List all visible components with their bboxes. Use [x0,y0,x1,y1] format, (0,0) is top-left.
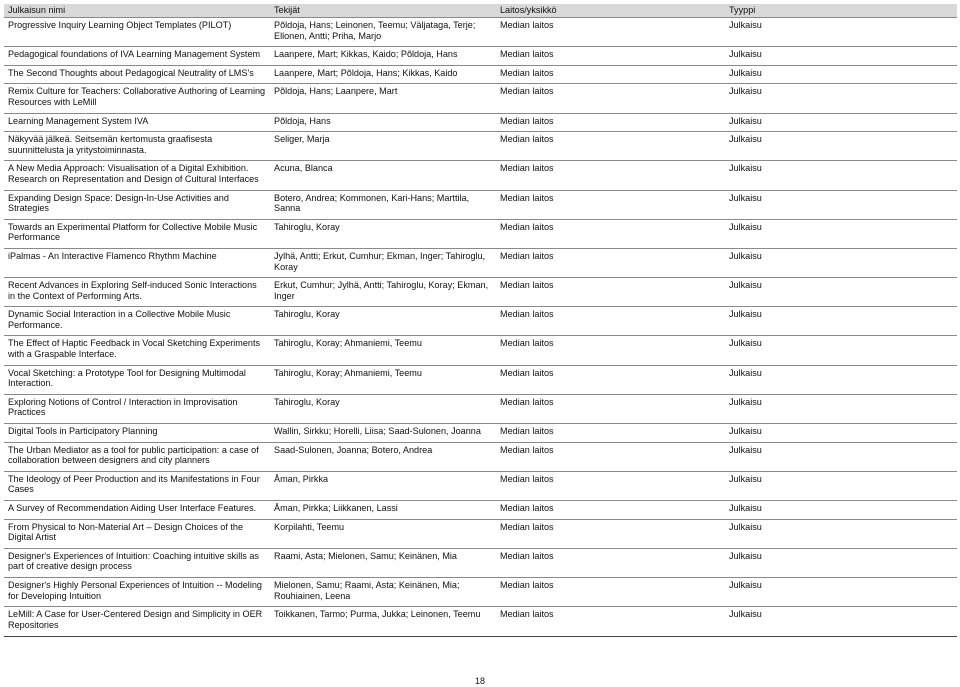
cell-department: Median laitos [496,248,725,277]
cell-department: Median laitos [496,84,725,113]
cell-title: Recent Advances in Exploring Self-induced Sonic Interactions in the Context of Performing Arts. [4,278,270,307]
publications-table [4,4,957,637]
cell-type: Julkaisu [725,278,957,307]
cell-type: Julkaisu [725,424,957,443]
cell-type: Julkaisu [725,18,957,47]
cell-authors: Tahiroglu, Koray [270,219,496,248]
cell-authors: Tahiroglu, Koray; Ahmaniemi, Teemu [270,336,496,365]
cell-type: Julkaisu [725,190,957,219]
cell-department: Median laitos [496,442,725,471]
cell-department: Median laitos [496,65,725,84]
table-row [4,47,957,66]
cell-title: Digital Tools in Participatory Planning [4,424,270,443]
cell-type: Julkaisu [725,548,957,577]
table-row [4,161,957,190]
cell-title: The Urban Mediator as a tool for public participation: a case of collaboration between designers and city planners [4,442,270,471]
cell-title: The Second Thoughts about Pedagogical Neutrality of LMS's [4,65,270,84]
table-row [4,18,957,47]
cell-type: Julkaisu [725,501,957,520]
table-row [4,248,957,277]
table-row [4,365,957,394]
table-row [4,471,957,500]
cell-department: Median laitos [496,161,725,190]
cell-title: The Effect of Haptic Feedback in Vocal Sketching Experiments with a Graspable Interface. [4,336,270,365]
cell-title: Exploring Notions of Control / Interaction in Improvisation Practices [4,394,270,423]
cell-department: Median laitos [496,190,725,219]
cell-authors: Mielonen, Samu; Raami, Asta; Keinänen, Mia; Rouhiainen, Leena [270,577,496,606]
cell-authors: Toikkanen, Tarmo; Purma, Jukka; Leinonen, Teemu [270,607,496,637]
table-row [4,442,957,471]
cell-department: Median laitos [496,336,725,365]
cell-authors: Wallin, Sirkku; Horelli, Liisa; Saad-Sulonen, Joanna [270,424,496,443]
cell-type: Julkaisu [725,365,957,394]
cell-type: Julkaisu [725,336,957,365]
cell-authors: Laanpere, Mart; Põldoja, Hans; Kikkas, Kaido [270,65,496,84]
table-row [4,84,957,113]
cell-authors: Laanpere, Mart; Kikkas, Kaido; Põldoja, Hans [270,47,496,66]
cell-authors: Raami, Asta; Mielonen, Samu; Keinänen, Mia [270,548,496,577]
cell-title: The Ideology of Peer Production and its Manifestations in Four Cases [4,471,270,500]
cell-title: Learning Management System IVA [4,113,270,132]
cell-department: Median laitos [496,519,725,548]
table-row [4,278,957,307]
cell-authors: Tahiroglu, Koray [270,394,496,423]
cell-type: Julkaisu [725,248,957,277]
table-row [4,65,957,84]
cell-type: Julkaisu [725,47,957,66]
cell-title: Expanding Design Space: Design-In-Use Activities and Strategies [4,190,270,219]
cell-authors: Åman, Pirkka [270,471,496,500]
table-row [4,132,957,161]
table-header [4,4,957,18]
header-authors: Tekijät [270,4,496,18]
cell-type: Julkaisu [725,84,957,113]
cell-department: Median laitos [496,577,725,606]
cell-title: Näkyvää jälkeä. Seitsemän kertomusta graafisesta suunnittelusta ja yritystoiminnasta. [4,132,270,161]
cell-title: Pedagogical foundations of IVA Learning Management System [4,47,270,66]
cell-authors: Botero, Andrea; Kommonen, Kari-Hans; Marttila, Sanna [270,190,496,219]
cell-type: Julkaisu [725,607,957,637]
cell-title: Progressive Inquiry Learning Object Templates (PILOT) [4,18,270,47]
cell-title: A Survey of Recommendation Aiding User Interface Features. [4,501,270,520]
table-row [4,548,957,577]
cell-title: Vocal Sketching: a Prototype Tool for Designing Multimodal Interaction. [4,365,270,394]
cell-department: Median laitos [496,307,725,336]
table-row [4,519,957,548]
header-type: Tyyppi [725,4,957,18]
cell-department: Median laitos [496,424,725,443]
table-row [4,113,957,132]
cell-department: Median laitos [496,394,725,423]
cell-type: Julkaisu [725,219,957,248]
cell-title: Designer's Highly Personal Experiences of Intuition -- Modeling for Developing Intuition [4,577,270,606]
cell-title: Towards an Experimental Platform for Collective Mobile Music Performance [4,219,270,248]
table-row [4,336,957,365]
cell-type: Julkaisu [725,65,957,84]
cell-department: Median laitos [496,365,725,394]
table-row [4,501,957,520]
cell-title: Remix Culture for Teachers: Collaborative Authoring of Learning Resources with LeMill [4,84,270,113]
cell-authors: Põldoja, Hans; Laanpere, Mart [270,84,496,113]
cell-authors: Põldoja, Hans; Leinonen, Teemu; Väljataga, Terje; Ellonen, Antti; Priha, Marjo [270,18,496,47]
cell-title: Dynamic Social Interaction in a Collective Mobile Music Performance. [4,307,270,336]
cell-authors: Tahiroglu, Koray; Ahmaniemi, Teemu [270,365,496,394]
cell-authors: Tahiroglu, Koray [270,307,496,336]
cell-department: Median laitos [496,501,725,520]
table-row [4,219,957,248]
cell-title: From Physical to Non-Material Art – Design Choices of the Digital Artist [4,519,270,548]
cell-authors: Põldoja, Hans [270,113,496,132]
table-row [4,394,957,423]
cell-title: A New Media Approach: Visualisation of a Digital Exhibition. Research on Representation and Design of Cultural Interfaces [4,161,270,190]
cell-title: iPalmas - An Interactive Flamenco Rhythm Machine [4,248,270,277]
cell-authors: Jylhä, Antti; Erkut, Cumhur; Ekman, Inger; Tahiroglu, Koray [270,248,496,277]
cell-department: Median laitos [496,132,725,161]
header-title: Julkaisun nimi [4,4,270,18]
cell-type: Julkaisu [725,442,957,471]
header-row [4,4,957,18]
page-number: 18 [474,676,485,686]
cell-authors: Åman, Pirkka; Liikkanen, Lassi [270,501,496,520]
cell-type: Julkaisu [725,471,957,500]
table-row [4,424,957,443]
cell-authors: Erkut, Cumhur; Jylhä, Antti; Tahiroglu, Koray; Ekman, Inger [270,278,496,307]
cell-department: Median laitos [496,278,725,307]
cell-type: Julkaisu [725,519,957,548]
cell-title: Designer's Experiences of Intuition: Coaching intuitive skills as part of creative design process [4,548,270,577]
cell-department: Median laitos [496,113,725,132]
cell-department: Median laitos [496,548,725,577]
cell-type: Julkaisu [725,577,957,606]
cell-type: Julkaisu [725,161,957,190]
cell-type: Julkaisu [725,394,957,423]
cell-authors: Saad-Sulonen, Joanna; Botero, Andrea [270,442,496,471]
cell-department: Median laitos [496,18,725,47]
table-row [4,577,957,606]
header-department: Laitos/yksikkö [496,4,725,18]
table-row [4,190,957,219]
table-row [4,307,957,336]
cell-department: Median laitos [496,607,725,637]
cell-type: Julkaisu [725,113,957,132]
table-row [4,607,957,637]
cell-authors: Seliger, Marja [270,132,496,161]
cell-type: Julkaisu [725,132,957,161]
cell-authors: Acuna, Blanca [270,161,496,190]
table-body [4,18,957,637]
cell-department: Median laitos [496,219,725,248]
cell-authors: Korpilahti, Teemu [270,519,496,548]
cell-department: Median laitos [496,471,725,500]
cell-department: Median laitos [496,47,725,66]
cell-type: Julkaisu [725,307,957,336]
cell-title: LeMill: A Case for User-Centered Design and Simplicity in OER Repositories [4,607,270,637]
